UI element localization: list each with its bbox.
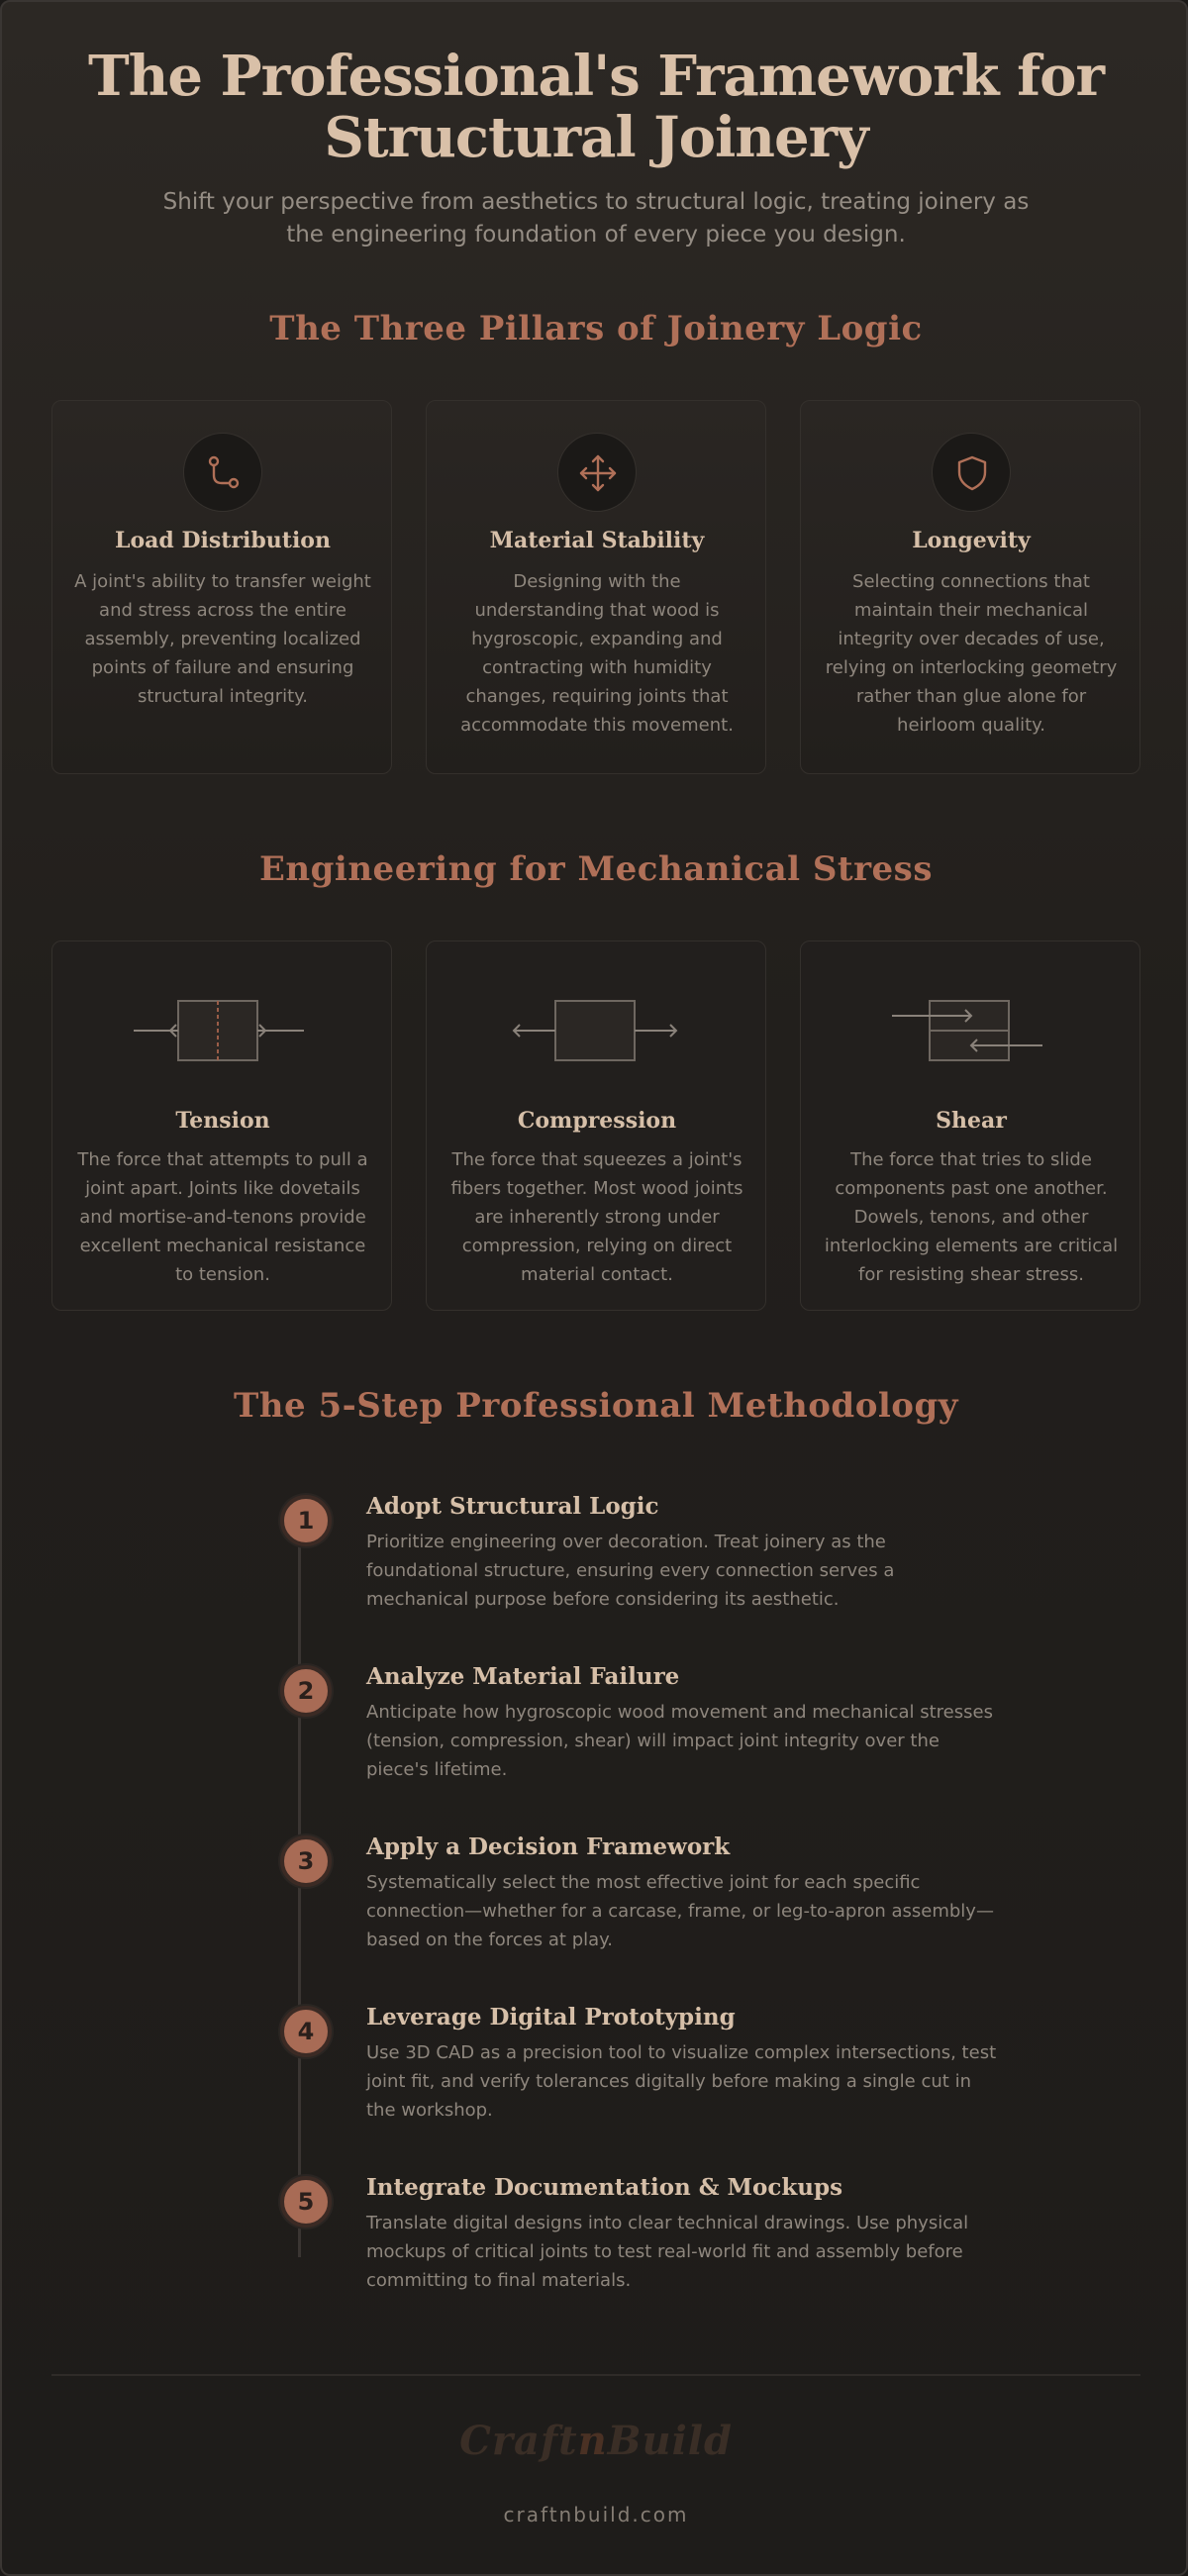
pillar-card-longevity xyxy=(800,400,1140,774)
stress-body: The force that tries to slide components past one another. Dowels, tenons, and other interlocking elements are critical for resisting shear stress. xyxy=(824,1149,1119,1285)
shield-icon xyxy=(932,433,1011,512)
step-number-badge: 4 xyxy=(280,2006,332,2057)
stress-body: The force that squeezes a joint's fibers together. Most wood joints are inherently strong under compression, relying on direct material contact. xyxy=(450,1149,743,1285)
pillar-body: Selecting connections that maintain their mechanical integrity over decades of use, relying on interlocking geometry rather than glue alone for heirloom quality. xyxy=(825,571,1118,736)
stress-heading: Engineering for Mechanical Stress xyxy=(259,849,933,889)
pillar-card-load-distribution xyxy=(51,400,392,774)
step-title: Integrate Documentation & Mockups xyxy=(366,2174,843,2201)
step-number-badge: 2 xyxy=(280,1665,332,1717)
step-body: Anticipate how hygroscopic wood movement and mechanical stresses (tension, compression, shear) will impact joint integrity over the piece's lifetime. xyxy=(366,1702,993,1780)
stress-card-compression xyxy=(426,941,766,1311)
stress-body: The force that attempts to pull a joint apart. Joints like dovetails and mortise-and-tenons provide excellent mechanical resistance to tension. xyxy=(77,1149,368,1285)
step-number-badge: 5 xyxy=(280,2176,332,2228)
page-subtitle: Shift your perspective from aesthetics to structural logic, treating joinery as the engineering foundation of every piece you design. xyxy=(162,189,1030,248)
pillars-heading: The Three Pillars of Joinery Logic xyxy=(269,309,923,348)
website-url[interactable]: craftnbuild.com xyxy=(503,2503,689,2526)
step-title: Adopt Structural Logic xyxy=(366,1493,659,1520)
brand-logo: CraftnBuild xyxy=(459,2418,733,2464)
stress-card-tension xyxy=(51,941,392,1311)
stress-title: Tension xyxy=(175,1108,270,1134)
pillar-title: Material Stability xyxy=(489,528,705,553)
page-title: The Professional's Framework for Structural Joinery xyxy=(87,44,1105,170)
step-body: Use 3D CAD as a precision tool to visualize complex intersections, test joint fit, and verify tolerances digitally before making a single cut in the workshop. xyxy=(366,2042,997,2121)
shear-diagram xyxy=(872,991,1070,1070)
step-body: Prioritize engineering over decoration. Treat joinery as the foundational structure, ensuring every connection serves a mechanical purpose before considering its aesthetic. xyxy=(366,1532,895,1610)
pillar-title: Load Distribution xyxy=(115,528,331,553)
footer-divider xyxy=(51,2374,1140,2376)
pillar-body: Designing with the understanding that wood is hygroscopic, expanding and contracting with humidity changes, requiring joints that accommodate this movement. xyxy=(460,571,734,736)
tension-diagram xyxy=(124,991,322,1070)
step-number-badge: 3 xyxy=(280,1835,332,1887)
pillar-card-material-stability xyxy=(426,400,766,774)
route-icon xyxy=(183,433,262,512)
pillar-title: Longevity xyxy=(912,528,1031,553)
step-body: Systematically select the most effective joint for each specific connection—whether for a carcase, frame, or leg-to-apron assembly—based on the forces at play. xyxy=(366,1872,994,1950)
methodology-heading: The 5-Step Professional Methodology xyxy=(234,1386,958,1426)
stress-title: Shear xyxy=(936,1108,1007,1134)
stress-card-shear xyxy=(800,941,1140,1311)
step-body: Translate digital designs into clear technical drawings. Use physical mockups of critical joints to test real-world fit and assembly before committing to final materials. xyxy=(366,2213,969,2291)
step-number-badge: 1 xyxy=(280,1495,332,1546)
stress-title: Compression xyxy=(517,1108,677,1134)
move-arrows-icon xyxy=(557,433,637,512)
step-title: Analyze Material Failure xyxy=(366,1663,680,1690)
timeline-line xyxy=(298,1525,301,2257)
step-title: Apply a Decision Framework xyxy=(366,1833,731,1860)
compression-diagram xyxy=(498,991,696,1070)
pillar-body: A joint's ability to transfer weight and stress across the entire assembly, preventing localized points of failure and ensuring structural integrity. xyxy=(74,571,371,707)
step-title: Leverage Digital Prototyping xyxy=(366,2004,736,2031)
